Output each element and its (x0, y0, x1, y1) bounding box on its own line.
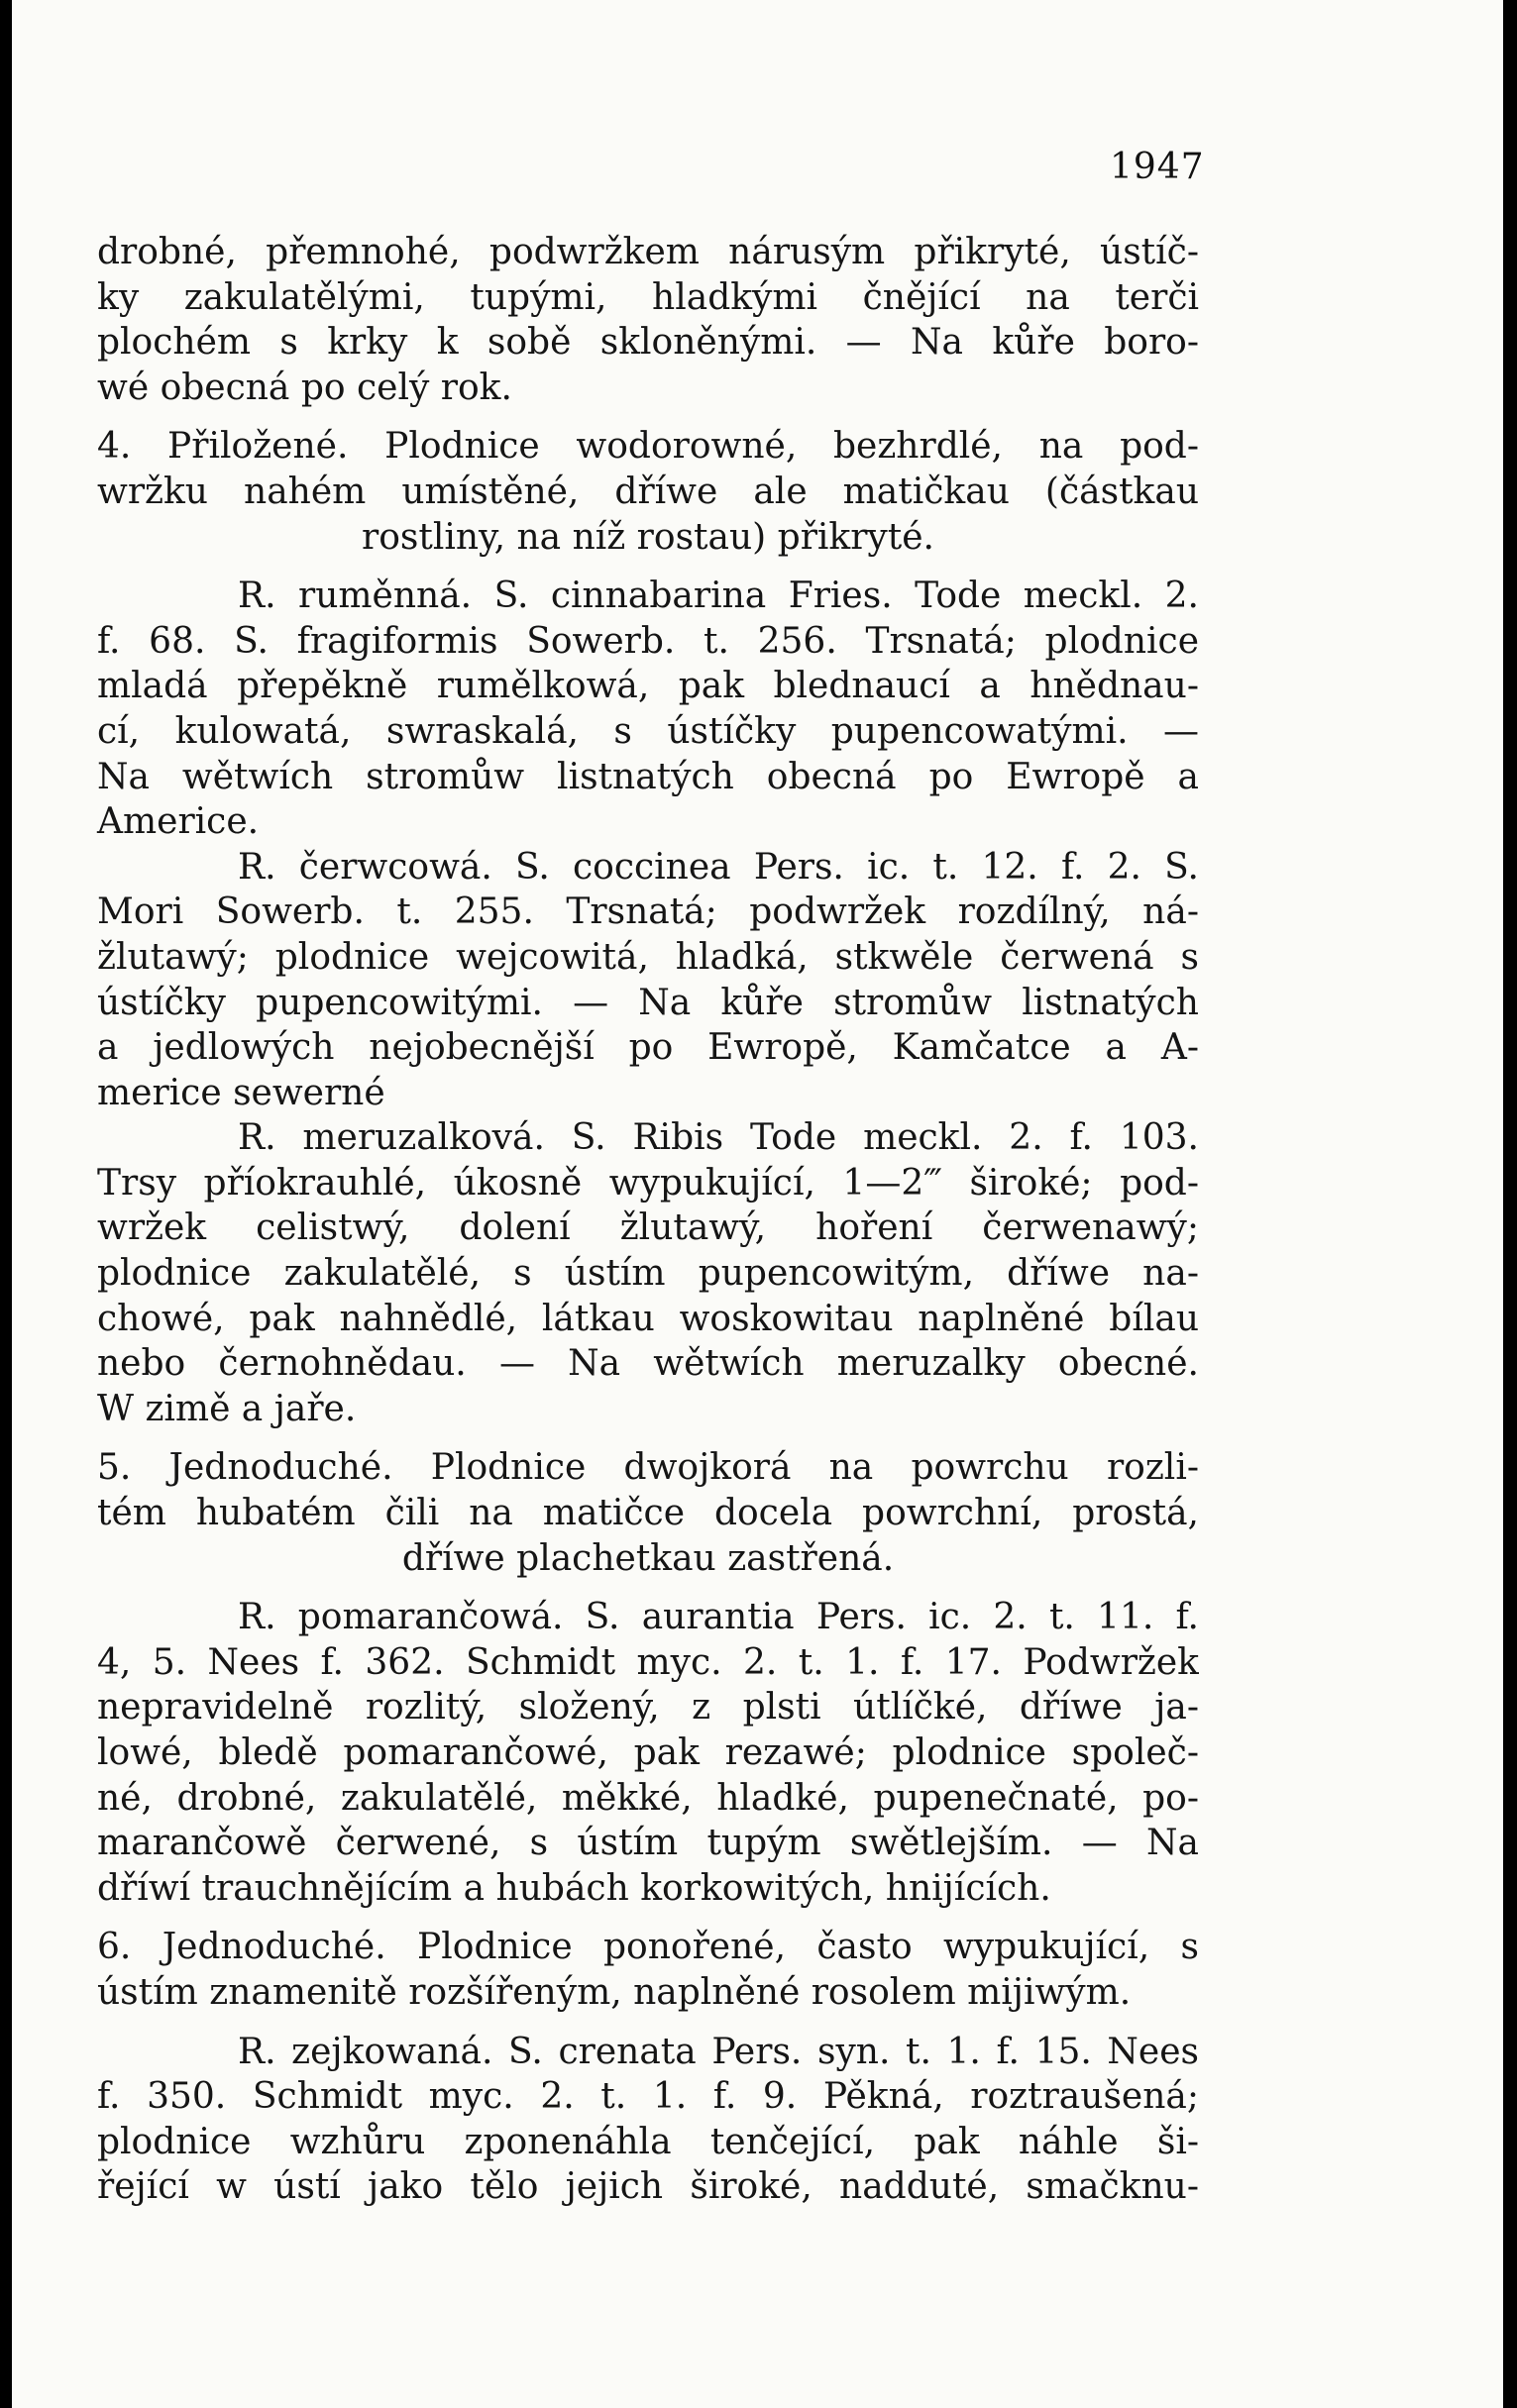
text-line: R. čerwcowá. S. coccinea Pers. ic. t. 12. f. 2. S. (238, 846, 1199, 888)
text-line: né, drobné, zakulatělé, měkké, hladké, pupenečnaté, po- (97, 1777, 1199, 1819)
text-line: R. meruzalková. S. Ribis Tode meckl. 2. f. 103. (238, 1117, 1199, 1159)
text-line: Mori Sowerb. t. 255. Trsnatá; podwržek rozdílný, ná- (97, 891, 1199, 933)
text-line: nepravidelně rozlitý, složený, z plsti útlíčké, dříwe ja- (97, 1687, 1199, 1728)
text-line: 4, 5. Nees f. 362. Schmidt myc. 2. t. 1. f. 17. Podwržek (97, 1641, 1199, 1683)
paragraph-p1 (97, 230, 1199, 410)
paragraph-p6 (97, 1445, 1199, 1581)
text-line: drobné, přemnohé, podwržkem nárusým přikryté, ústíč- (97, 232, 1199, 272)
page-number: 1947 (1110, 147, 1205, 187)
paragraph-p9 (97, 2030, 1199, 2210)
text-line: wé obecná po celý rok. (97, 366, 512, 408)
text-line: plochém s krky k sobě skloněnými. — Na kůře boro- (97, 322, 1199, 364)
text-line: W zimě a jaře. (97, 1388, 357, 1429)
text-line: wržek celistwý, dolení žlutawý, hoření čerwenawý; (97, 1207, 1199, 1249)
text-line: dříwe plachetkau zastřená. (401, 1537, 895, 1579)
paragraph-p8 (97, 1925, 1199, 2015)
text-line: Americe. (97, 801, 260, 843)
text-line: a jedlowých nejobecnější po Ewropě, Kamčatce a A- (97, 1027, 1199, 1069)
text-line: mladá přepěkně rumělkowá, pak blednaucí a hnědnau- (97, 666, 1199, 707)
paragraph-p5 (97, 1115, 1199, 1431)
text-line: marančowě čerwené, s ústím tupým swětlejším. — Na (97, 1823, 1199, 1864)
text-line: R. zejkowaná. S. crenata Pers. syn. t. 1. f. 15. Nees (238, 2031, 1199, 2072)
scan-right-edge (1503, 0, 1517, 2408)
text-line: tém hubatém čili na matičce docela powrchní, prostá, (97, 1493, 1199, 1534)
text-line: žlutawý; plodnice wejcowitá, hladká, stkwěle čerwená s (97, 936, 1199, 978)
text-line: ústím znamenitě rozšířeným, naplněné rosolem mijiwým. (97, 1971, 1132, 2013)
text-line: merice sewerné (97, 1072, 385, 1113)
text-line: f. 68. S. fragiformis Sowerb. t. 256. Trsnatá; plodnice (97, 620, 1199, 662)
text-line: 4. Přiložené. Plodnice wodorowné, bezhrdlé, na pod- (97, 426, 1199, 468)
text-line: nebo černohnědau. — Na wětwích meruzalky obecné. (97, 1343, 1199, 1385)
text-line: lowé, bledě pomarančowé, pak rezawé; plodnice společ- (97, 1732, 1199, 1773)
page-text (97, 230, 1199, 2210)
paragraph-p7 (97, 1595, 1199, 1911)
paragraph-p3 (97, 574, 1199, 845)
text-line: rostliny, na níž rostau) přikryté. (362, 516, 934, 558)
text-line: plodnice wzhůru zponenáhla tenčející, pak náhle ši- (97, 2121, 1199, 2162)
text-line: wržku nahém umístěné, dříwe ale matičkau (částkau (97, 471, 1199, 512)
text-line: cí, kulowatá, swraskalá, s ústíčky pupencowatými. — (97, 710, 1199, 752)
text-line: dříwí trauchnějícím a hubách korkowitých, hnijících. (97, 1867, 1051, 1909)
text-line: chowé, pak nahnědlé, látkau woskowitau naplněné bílau (97, 1298, 1199, 1339)
text-line: řející w ústí jako tělo jejich široké, nadduté, smačknu- (97, 2166, 1199, 2208)
text-line: ky zakulatělými, tupými, hladkými čnějící na terči (97, 276, 1199, 318)
text-line: 6. Jednoduché. Plodnice ponořené, často wypukující, s (97, 1927, 1199, 1968)
text-line: ústíčky pupencowitými. — Na kůře stromůw listnatých (97, 982, 1199, 1023)
text-line: f. 350. Schmidt myc. 2. t. 1. f. 9. Pěkná, roztraušená; (97, 2076, 1199, 2118)
text-line: Na wětwích stromůw listnatých obecná po Ewropě a (97, 756, 1199, 797)
text-line: plodnice zakulatělé, s ústím pupencowitým, dříwe na- (97, 1253, 1199, 1295)
text-line: R. ruměnná. S. cinnabarina Fries. Tode meckl. 2. (238, 576, 1199, 617)
text-line: R. pomarančowá. S. aurantia Pers. ic. 2. t. 11. f. (238, 1597, 1199, 1638)
paragraph-p2 (97, 424, 1199, 560)
book-page (12, 0, 1503, 2408)
text-line: Trsy příokrauhlé, úkosně wypukující, 1—2‴ široké; pod- (97, 1162, 1199, 1204)
text-line: 5. Jednoduché. Plodnice dwojkorá na powrchu rozli- (97, 1447, 1199, 1489)
scan-left-edge (0, 0, 12, 2408)
paragraph-p4 (97, 845, 1199, 1116)
